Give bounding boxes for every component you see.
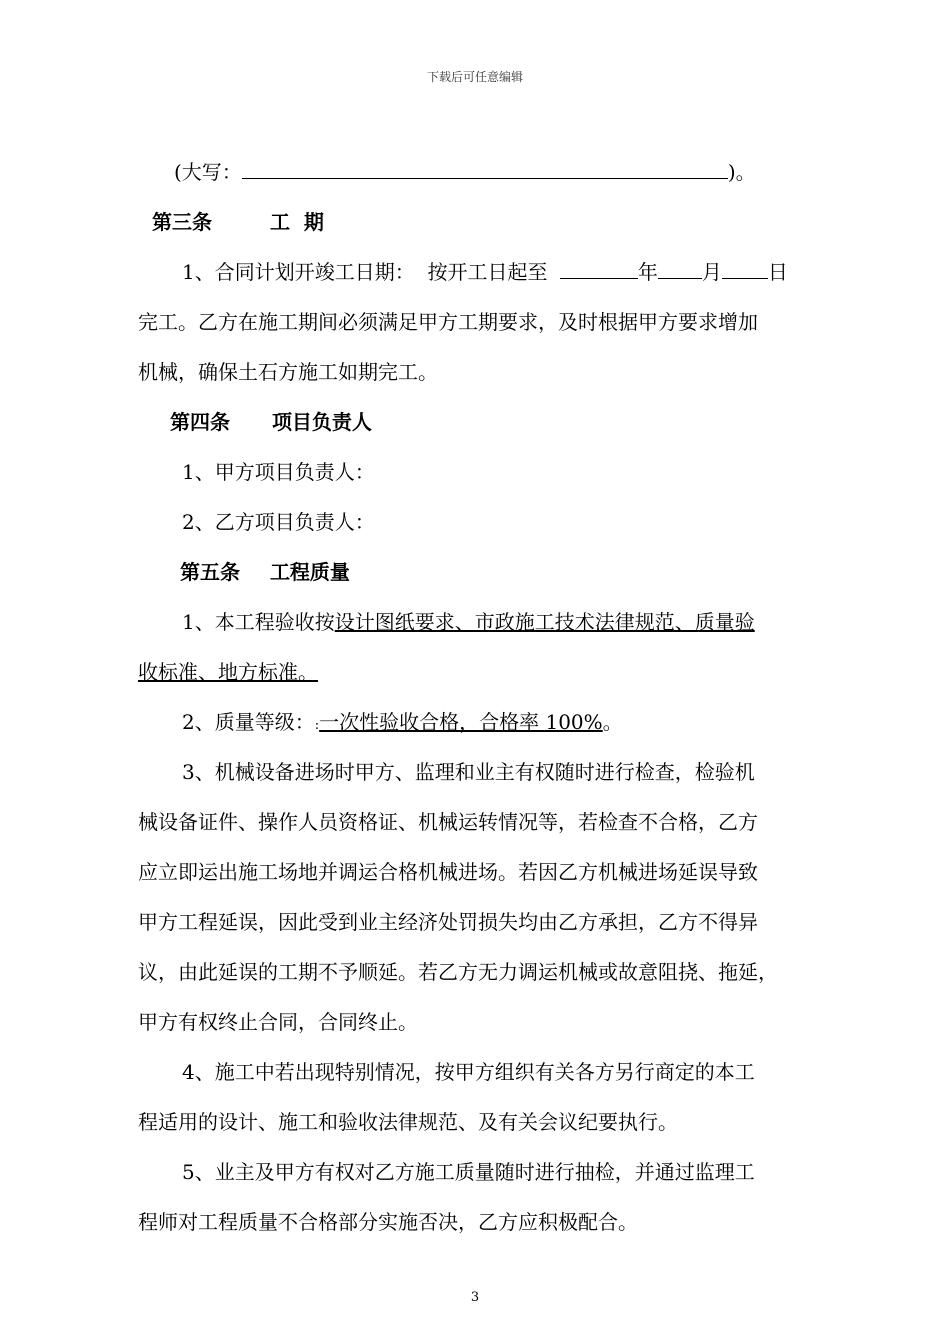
article-5-p2: 2、质量等级：:一次性验收合格，合格率 100%。 (182, 710, 623, 734)
article-4-p1: 1、甲方项目负责人： (182, 460, 375, 484)
article-5-p5-line2: 程师对工程质量不合格部分实施否决，乙方应积极配合。 (138, 1210, 638, 1234)
article-4-title: 项目负责人 (271, 410, 372, 434)
article-5-p3-line2: 械设备证件、操作人员资格证、机械运转情况等，若检查不合格，乙方 (138, 810, 758, 834)
article-5-p3-line4: 甲方工程延误，因此受到业主经济处罚损失均由乙方承担，乙方不得异 (138, 910, 758, 934)
article-4-number: 第四条 (170, 410, 230, 434)
article-3-p1-line3: 机械，确保土石方施工如期完工。 (138, 360, 438, 384)
page-number: 3 (470, 1290, 480, 1305)
article-5-p1-line2: 收标准、地方标准。 (138, 660, 318, 684)
acceptance-standard: 设计图纸要求、市政施工技术法律规范、质量验 (334, 610, 755, 634)
article-3-number: 第三条 (152, 210, 212, 234)
article-5-p3-line6: 甲方有权终止合同，合同终止。 (138, 1010, 418, 1034)
article-5-heading (180, 560, 350, 584)
article-3-heading (152, 210, 324, 234)
amount-in-words-line (174, 160, 756, 184)
year-blank (560, 260, 638, 279)
quality-grade: 一次性验收合格，合格率 100% (319, 710, 603, 734)
day-blank (722, 260, 768, 279)
page-header: 下载后可任意编辑 (426, 70, 523, 84)
amount-blank (242, 160, 728, 179)
article-4-p2: 2、乙方项目负责人： (182, 510, 375, 534)
article-5-p4-line1: 4、施工中若出现特别情况，按甲方组织有关各方另行商定的本工 (182, 1060, 755, 1084)
article-5-p1-line1: 1、本工程验收按设计图纸要求、市政施工技术法律规范、质量验 (182, 610, 755, 634)
month-blank (658, 260, 702, 279)
article-5-p3-line5: 议，由此延误的工期不予顺延。若乙方无力调运机械或故意阻挠、拖延， (138, 960, 778, 984)
article-3-title: 工 期 (269, 210, 324, 234)
article-5-number: 第五条 (180, 560, 240, 584)
article-5-p4-line2: 程适用的设计、施工和验收法律规范、及有关会议纪要执行。 (138, 1110, 678, 1134)
article-3-p1-line2: 完工。乙方在施工期间必须满足甲方工期要求，及时根据甲方要求增加 (138, 310, 758, 334)
amount-suffix: )。 (727, 160, 756, 184)
article-5-p5-line1: 5、业主及甲方有权对乙方施工质量随时进行抽检，并通过监理工 (182, 1160, 755, 1184)
amount-prefix: (大写： (174, 160, 242, 184)
article-5-title: 工程质量 (269, 560, 350, 584)
article-5-p3-line1: 3、机械设备进场时甲方、监理和业主有权随时进行检查，检验机 (182, 760, 755, 784)
article-5-p3-line3: 应立即运出施工场地并调运合格机械进场。若因乙方机械进场延误导致 (138, 860, 758, 884)
article-3-p1-line1: 1、合同计划开竣工日期： 按开工日起至 年 月 日 (182, 260, 788, 284)
article-4-heading (170, 410, 372, 434)
